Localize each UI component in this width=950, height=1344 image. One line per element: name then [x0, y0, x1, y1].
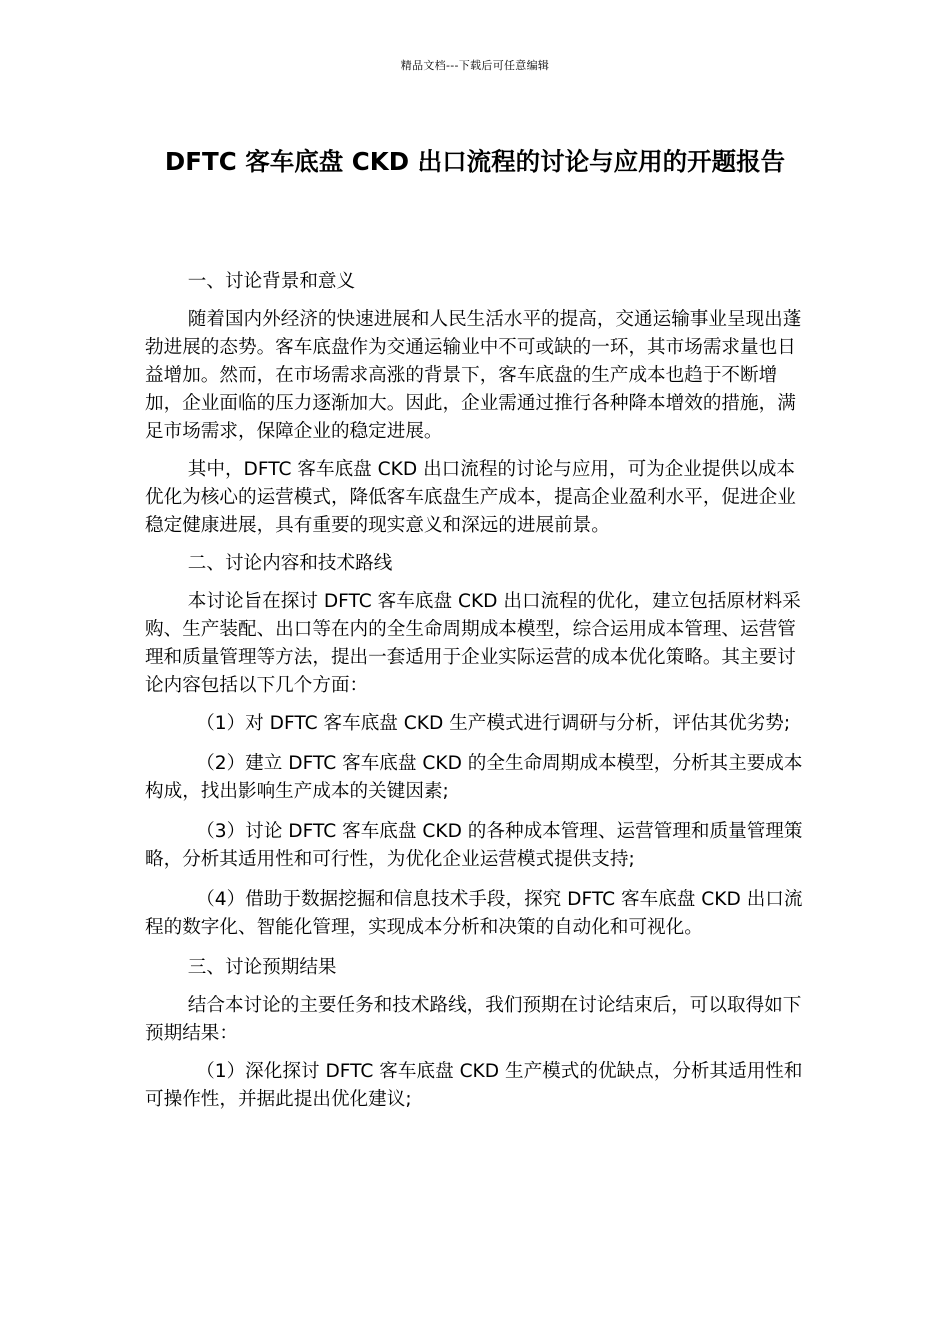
- list-item-content-1: （1）对 DFTC 客车底盘 CKD 生产模式进行调研与分析，评估其优劣势;: [196, 713, 791, 734]
- header-note: 精品文档---下载后可任意编辑: [400, 59, 550, 72]
- list-item-content-3: （3）讨论 DFTC 客车底盘 CKD 的各种成本管理、运营管理和质量管理策略，分析其适用性和可行性，为优化企业运营模式提供支持;: [145, 821, 803, 870]
- section-heading-background: 一、讨论背景和意义: [187, 271, 356, 292]
- paragraph-results-intro: 结合本讨论的主要任务和技术路线，我们预期在讨论结束后，可以取得如下预期结果：: [145, 995, 802, 1044]
- document-title: DFTC 客车底盘 CKD 出口流程的讨论与应用的开题报告: [164, 147, 786, 176]
- document-body: [145, 268, 810, 1126]
- section-heading-results: 三、讨论预期结果: [187, 957, 337, 978]
- paragraph-background-1: 随着国内外经济的快速进展和人民生活水平的提高，交通运输事业呈现出蓬勃进展的态势。客车底盘作为交通运输业中不可或缺的一环，其市场需求量也日益增加。然而，在市场需求高涨的背景下，客车底盘的生产成本也趋于不断增加，企业面临的压力逐渐加大。因此，企业需通过推行各种降本增效的措施，满足市场需求，保障企业的稳定进展。: [145, 309, 802, 442]
- list-item-content-4: （4）借助于数据挖掘和信息技术手段，探究 DFTC 客车底盘 CKD 出口流程的数字化、智能化管理，实现成本分析和决策的自动化和可视化。: [145, 889, 803, 938]
- paragraph-background-2: 其中，DFTC 客车底盘 CKD 出口流程的讨论与应用，可为企业提供以成本优化为核心的运营模式，降低客车底盘生产成本，提高企业盈利水平，促进企业稳定健康进展，具有重要的现实意义和深远的进展前景。: [145, 459, 796, 536]
- section-heading-content: 二、讨论内容和技术路线: [187, 553, 393, 574]
- list-item-content-2: （2）建立 DFTC 客车底盘 CKD 的全生命周期成本模型，分析其主要成本构成，找出影响生产成本的关键因素;: [145, 753, 803, 802]
- paragraph-content-intro: 本讨论旨在探讨 DFTC 客车底盘 CKD 出口流程的优化，建立包括原材料采购、生产装配、出口等在内的全生命周期成本模型，综合运用成本管理、运营管理和质量管理等方法，提出一套适用于企业实际运营的成本优化策略。其主要讨论内容包括以下几个方面：: [145, 591, 801, 696]
- list-item-results-1: （1）深化探讨 DFTC 客车底盘 CKD 生产模式的优缺点，分析其适用性和可操作性，并据此提出优化建议;: [145, 1061, 803, 1110]
